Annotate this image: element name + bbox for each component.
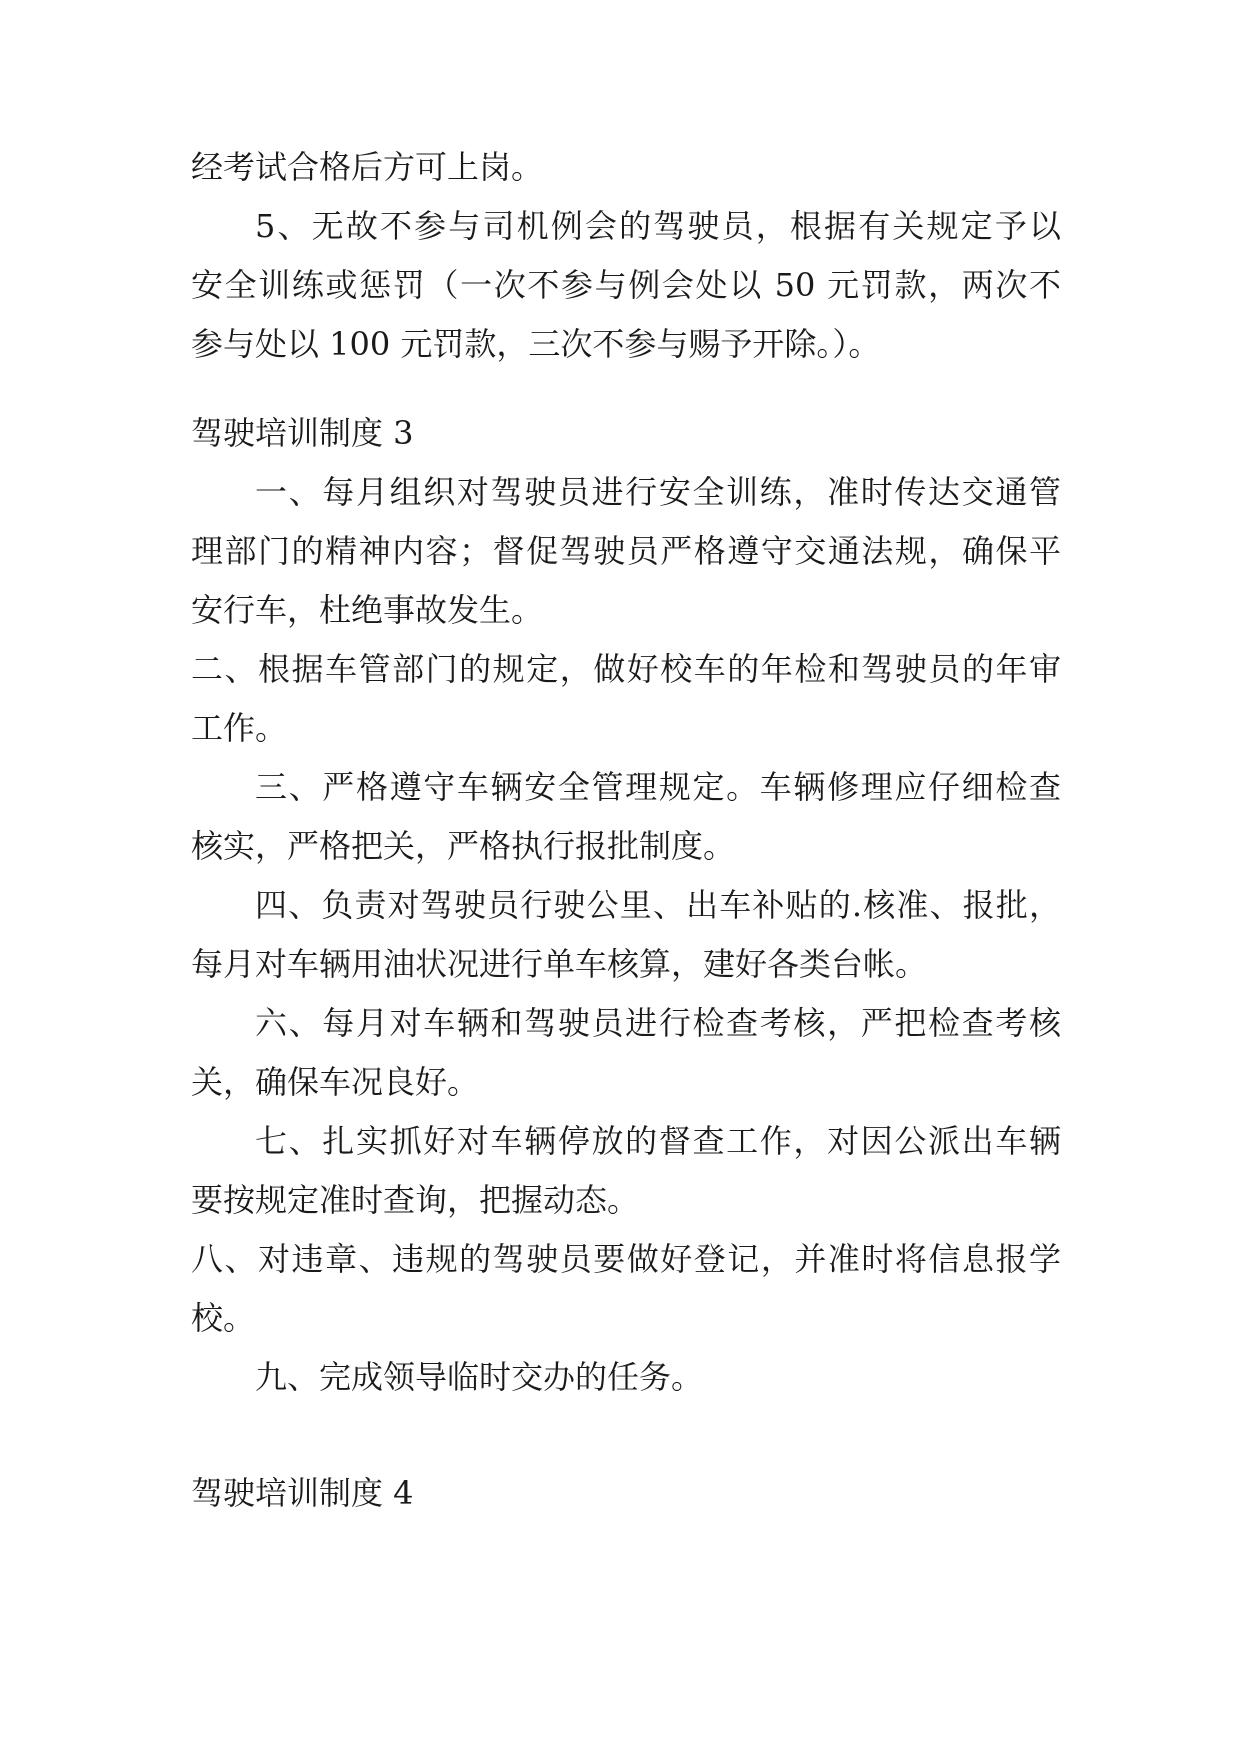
text-line: 理部门的精神内容；督促驾驶员严格遵守交通法规，确保平	[191, 532, 1061, 570]
text-line: 核实，严格把关，严格执行报批制度。	[191, 827, 736, 865]
section-heading: 驾驶培训制度 3	[191, 414, 414, 452]
text-line: 七、扎实抓好对车辆停放的督查工作，对因公派出车辆	[255, 1122, 1061, 1160]
text-line: 校。	[191, 1299, 256, 1337]
text-line: 关，确保车况良好。	[191, 1063, 480, 1101]
text-line: 二、根据车管部门的规定，做好校车的年检和驾驶员的年审	[191, 650, 1061, 688]
text-line: 经考试合格后方可上岗。	[191, 148, 544, 186]
text-line: 工作。	[191, 709, 288, 747]
text-line: 参与处以 100 元罚款，三次不参与赐予开除。）。	[191, 325, 881, 363]
text-line: 要按规定准时查询，把握动态。	[191, 1181, 640, 1219]
text-line: 八、对违章、违规的驾驶员要做好登记，并准时将信息报学	[191, 1240, 1061, 1278]
section-heading: 驾驶培训制度 4	[191, 1474, 414, 1512]
text-line: 5、无故不参与司机例会的驾驶员，根据有关规定予以	[255, 207, 1061, 245]
text-line: 三、严格遵守车辆安全管理规定。车辆修理应仔细检查	[255, 768, 1061, 806]
text-line: 每月对车辆用油状况进行单车核算，建好各类台帐。	[191, 945, 928, 983]
text-line: 安全训练或惩罚（一次不参与例会处以 50 元罚款，两次不	[191, 266, 1061, 304]
text-line: 四、负责对驾驶员行驶公里、出车补贴的.核准、报批，	[255, 886, 1061, 924]
text-line: 六、每月对车辆和驾驶员进行检查考核，严把检查考核	[255, 1004, 1061, 1042]
text-line: 九、完成领导临时交办的任务。	[255, 1358, 704, 1396]
text-line: 安行车，杜绝事故发生。	[191, 591, 544, 629]
text-line: 一、每月组织对驾驶员进行安全训练，准时传达交通管	[255, 473, 1061, 511]
